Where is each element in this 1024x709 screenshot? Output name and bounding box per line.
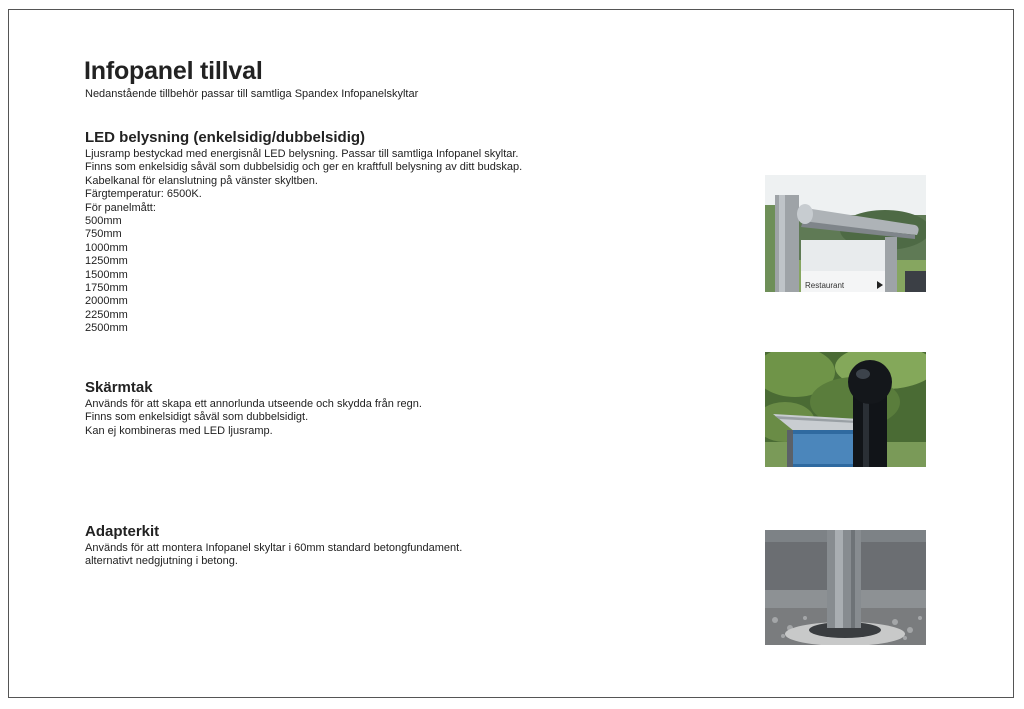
section-heading: Skärmtak — [85, 379, 153, 396]
panel-size-item: 1750mm — [85, 282, 128, 295]
section-text-line: Används för att skapa ett annorlunda utseende och skydda från regn. — [85, 398, 422, 410]
panel-size-item: 1250mm — [85, 255, 128, 268]
section-text-line: Färgtemperatur: 6500K. — [85, 188, 202, 201]
section-screen-roof — [85, 379, 422, 438]
section-heading: Adapterkit — [85, 523, 160, 540]
panel-size-item: 750mm — [85, 228, 122, 241]
section-adapter-kit — [85, 523, 462, 569]
section-text-line: Finns som enkelsidigt såväl som dubbelsidigt. — [85, 411, 309, 424]
panel-size-item: 1500mm — [85, 268, 128, 281]
adapter-kit-photo — [765, 530, 926, 645]
section-text-line: Används för att montera Infopanel skyltar i 60mm standard betongfundament. — [85, 542, 463, 554]
screen-roof-photo — [765, 352, 926, 467]
section-text-line: Finns som enkelsidig såväl som dubbelsidig och ger en kraftfull belysning av ditt budskap. — [85, 161, 523, 174]
panel-size-item: 2500mm — [85, 322, 128, 335]
section-text-line: Kabelkanal för elanslutning på vänster skyltben. — [85, 174, 318, 187]
panel-size-item: 2000mm — [85, 295, 128, 308]
section-led-lighting — [85, 129, 522, 336]
page-title: Infopanel tillval — [84, 57, 263, 85]
section-text-line: Ljusramp bestyckad med energisnål LED belysning. Passar till samtliga Infopanel skyltar. — [85, 148, 519, 160]
panel-size-item: 500mm — [85, 215, 122, 228]
section-heading: LED belysning (enkelsidig/dubbelsidig) — [85, 129, 366, 146]
page-subtitle: Nedanstående tillbehör passar till samtliga Spandex Infopanelskyltar — [85, 88, 419, 100]
panel-size-item: 1000mm — [85, 241, 128, 254]
sign-text: Restaurant — [805, 281, 845, 290]
section-text-line: Kan ej kombineras med LED ljusramp. — [85, 424, 273, 437]
section-text-line: För panelmått: — [85, 201, 156, 214]
section-text-line: alternativt nedgjutning i betong. — [85, 555, 238, 568]
panel-size-item: 2250mm — [85, 308, 128, 321]
led-light-photo — [765, 175, 926, 292]
